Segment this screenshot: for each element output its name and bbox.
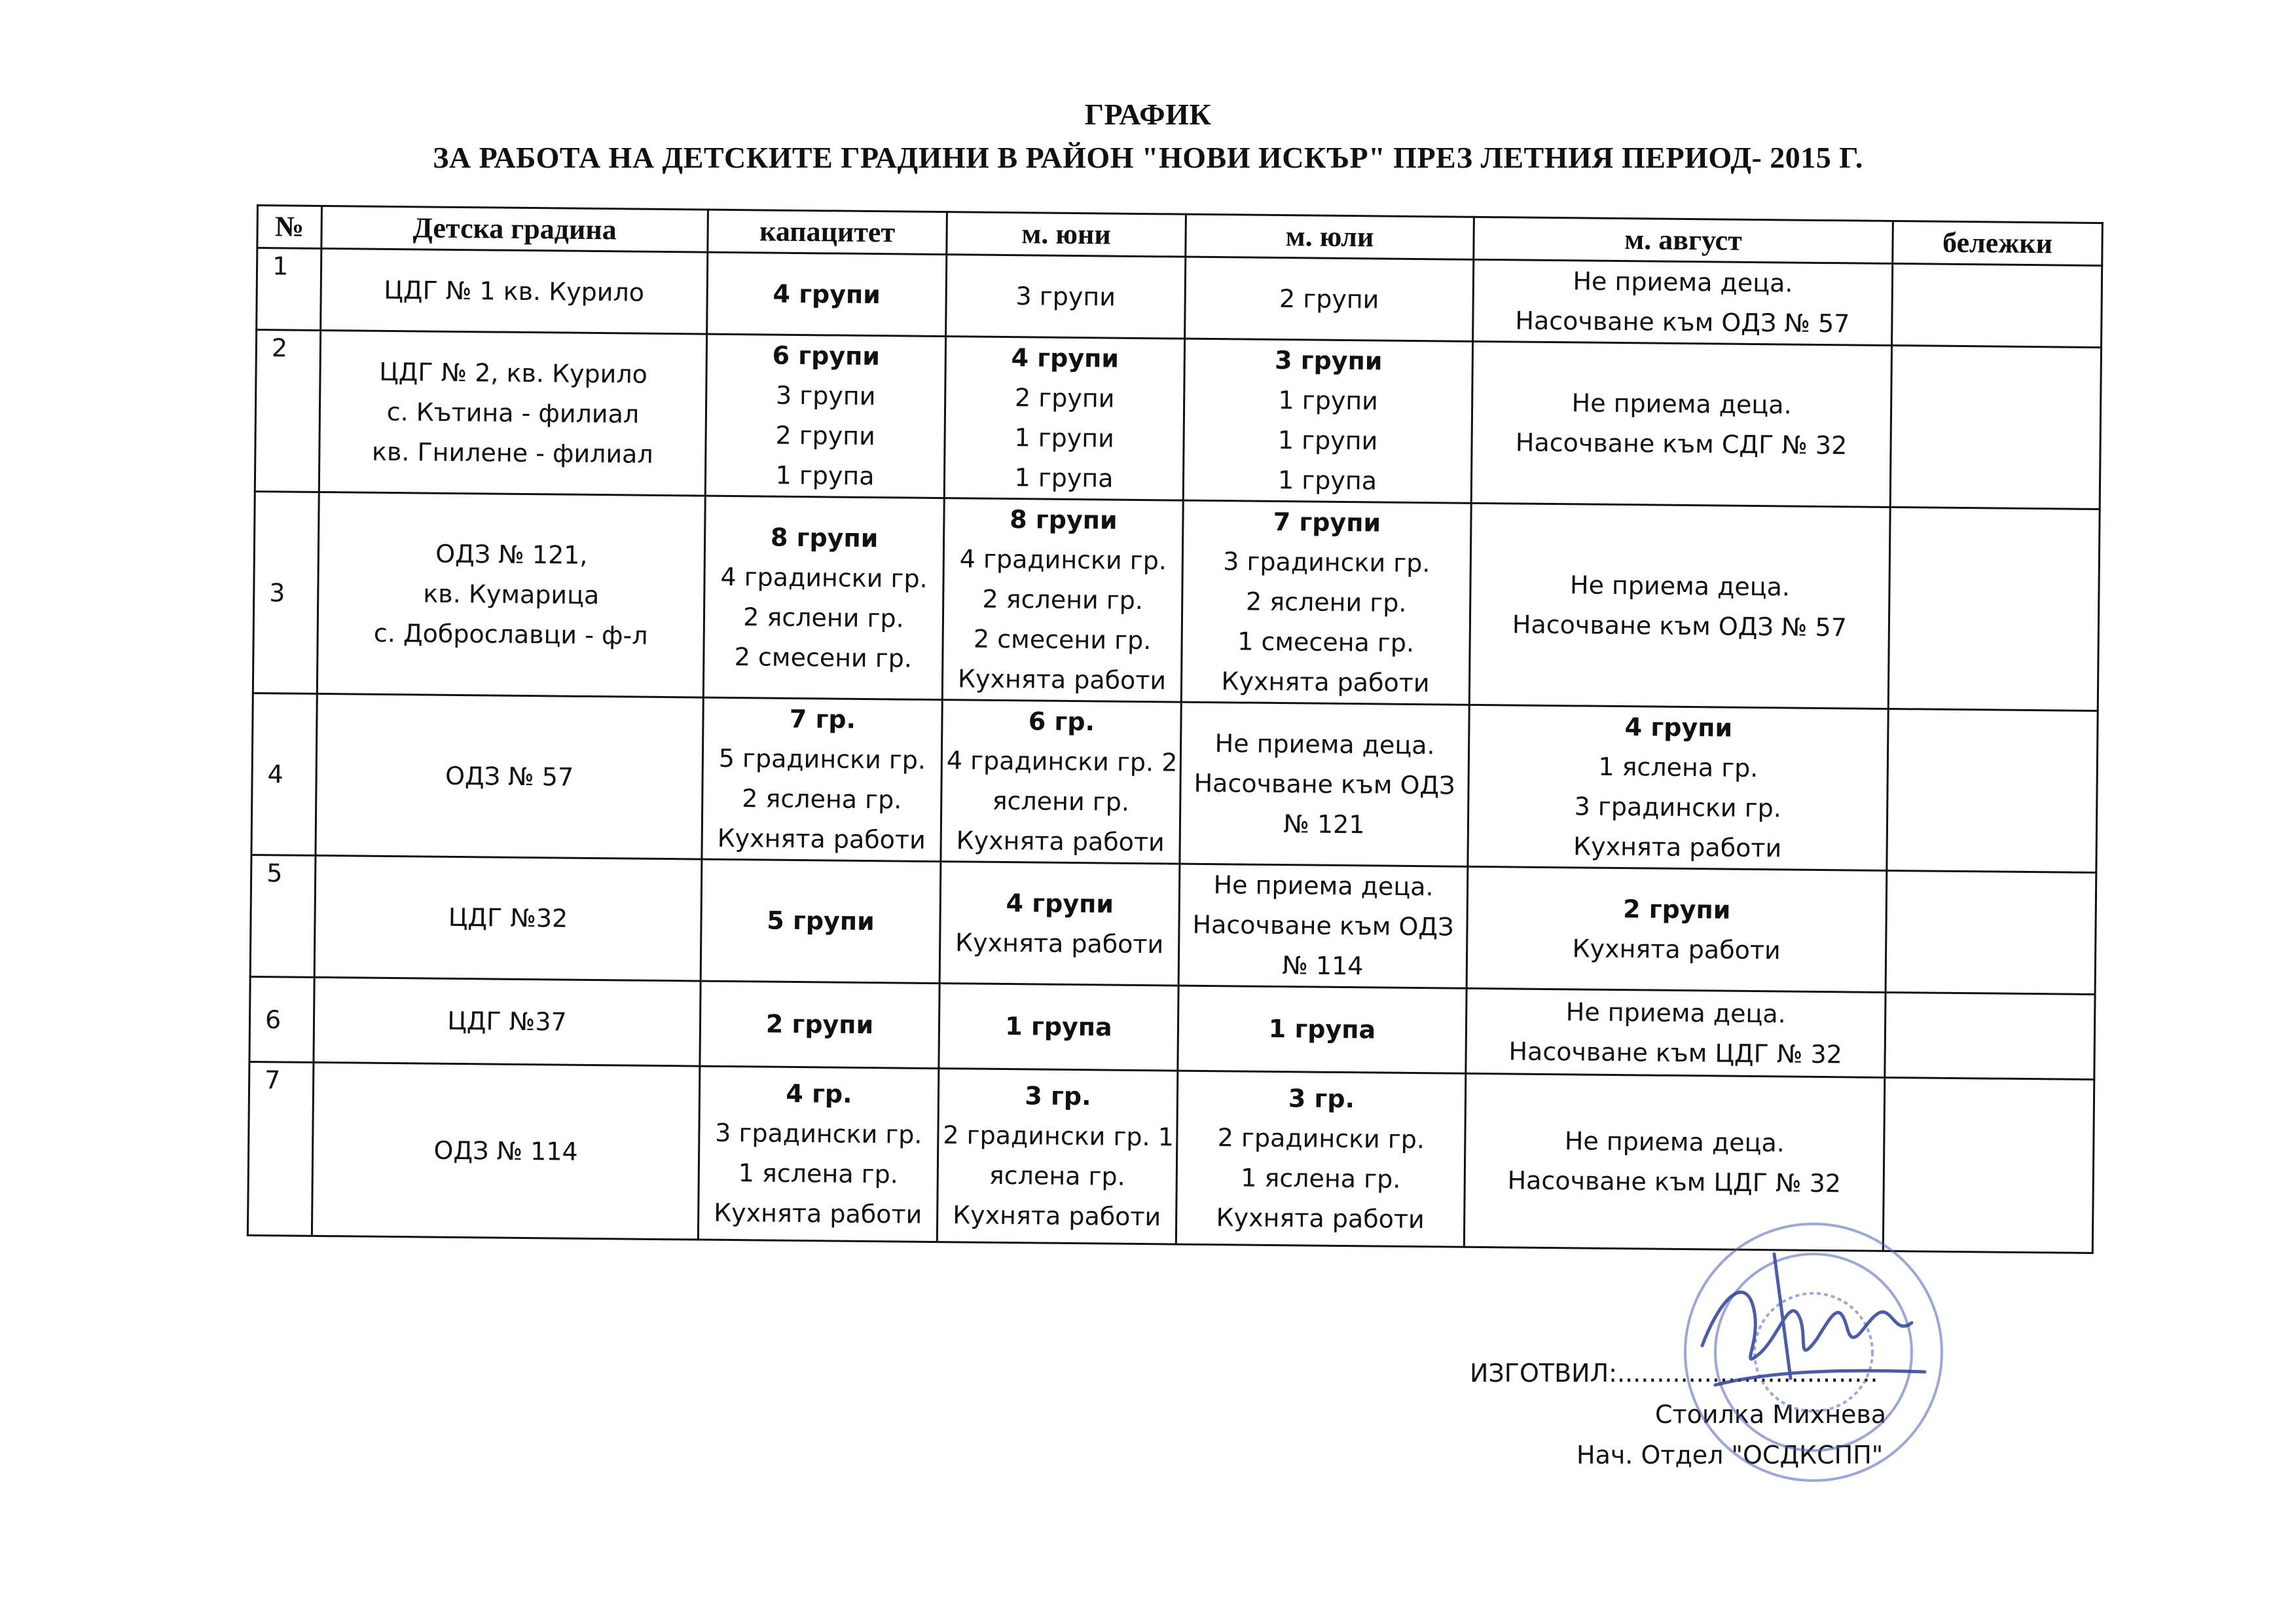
header-capacity: капацитет [708,210,947,255]
cell-line: 4 градински гр. [959,544,1167,576]
cell-line: 8 групи [770,523,879,553]
cell-line: 2 градински гр. [1217,1123,1425,1154]
cell-line: 2 смесени гр. [973,624,1152,655]
notes-cell [1885,992,2095,1079]
july-cell [1178,864,1468,988]
cell-line: Насочване към ЦДГ № 32 [1507,1166,1842,1198]
cell-line: 7 групи [1273,507,1381,538]
cell-line: Кухнята работи [956,826,1165,857]
document-title: ГРАФИК [1084,98,1212,131]
cell-line: 2 групи [765,1009,874,1040]
cell-line: яслена гр. [989,1160,1125,1191]
row-number-cell: 5 [250,855,316,977]
cell-line: 2 смесени гр. [734,642,913,673]
table-row [251,693,2098,872]
schedule-table [247,204,2104,1254]
header-july: м. юли [1186,214,1474,259]
table-row [250,855,2096,994]
capacity-cell [698,1066,939,1242]
cell-line: 5 групи [767,906,875,936]
cell-line: 4 групи [1006,888,1114,919]
cell-line: 4 групи [773,279,881,309]
cell-line: 3 групи [775,380,876,411]
kindergarten-cell [319,330,706,496]
cell-line: кв. Гнилене - филиал [371,437,653,469]
cell-line: Кухнята работи [1216,1203,1425,1234]
july-cell [1181,500,1471,705]
cell-line: 2 яслена гр. [742,784,902,815]
cell-line: Кухнята работи [717,823,926,855]
cell-line: 3 гр. [1025,1081,1091,1111]
cell-line: 1 групи [1014,423,1115,453]
capacity-cell [700,981,939,1068]
june-cell [944,337,1184,500]
cell-line: 1 група [1277,465,1377,496]
cell-line: Кухнята работи [1221,667,1430,698]
cell-line: 8 групи [1010,505,1118,535]
cell-line: 7 гр. [789,704,856,734]
cell-line: Насочване към ОДЗ № 57 [1512,609,1848,642]
cell-line: 4 градински гр. [720,562,928,593]
cell-line: 1 група [775,460,875,491]
cell-line: ЦДГ № 2, кв. Курило [378,357,648,389]
cell-line: 1 яслена гр. [738,1158,899,1189]
cell-line: 2 групи [1279,284,1379,314]
row-number-cell: 2 [255,330,320,492]
cell-line: с. Кътина - филиал [386,397,640,429]
august-cell [1466,988,1886,1077]
cell-line: 1 яслена гр. [1241,1163,1401,1194]
cell-line: 6 групи [772,341,881,371]
notes-cell [1890,345,2101,509]
signatory-name: Стоилка Михнева [1655,1400,1887,1429]
cell-line: ЦДГ №37 [447,1006,567,1037]
cell-line: ЦДГ №32 [448,902,568,933]
cell-line: Не приема деца. [1565,997,1786,1028]
row-number-cell: 6 [249,976,314,1062]
cell-line: Кухнята работи [1573,832,1782,863]
kindergarten-cell [316,693,703,859]
cell-line: Кухнята работи [952,1200,1161,1232]
august-cell [1468,705,1888,870]
table-row [253,491,2100,710]
notes-cell [1888,507,2100,710]
august-cell [1471,341,1891,507]
kindergarten-cell [312,1062,700,1240]
cell-line: ЦДГ № 1 кв. Курило [384,275,645,307]
cell-line: 2 групи [1622,894,1731,925]
cell-line: 2 групи [1014,383,1115,413]
cell-line: ОДЗ № 114 [433,1135,578,1166]
august-cell [1467,866,1887,992]
kindergarten-cell [314,855,702,981]
notes-cell [1892,263,2102,347]
cell-line: 2 градински гр. 1 [943,1120,1175,1152]
cell-line: Насочване към ОДЗ [1192,910,1454,942]
header-notes: бележки [1893,221,2103,265]
cell-line: 3 гр. [1288,1084,1355,1114]
cell-line: 2 яслени гр. [982,584,1144,616]
cell-line: № 114 [1282,951,1364,981]
july-cell [1185,257,1474,341]
capacity-cell [705,334,945,498]
round-seal-stamp [1676,1215,1951,1490]
cell-line: 4 гр. [786,1079,852,1109]
cell-line: Не приема деца. [1571,388,1792,420]
cell-line: № 121 [1283,809,1365,839]
notes-cell [1886,870,2096,994]
june-cell [941,700,1181,864]
kindergarten-cell [317,492,705,697]
june-cell [939,862,1180,986]
cell-line: ОДЗ № 121, [435,539,588,570]
capacity-cell [707,252,947,336]
cell-line: 1 група [1014,463,1114,493]
cell-line: 3 градински гр. [1222,547,1430,578]
cell-line: ОДЗ № 57 [445,761,574,792]
cell-line: 1 яслена гр. [1598,752,1758,783]
cell-line: 4 групи [1624,712,1733,743]
cell-line: Не приема деца. [1564,1126,1785,1158]
cell-line: яслени гр. [992,786,1130,817]
cell-line: Не приема деца. [1214,728,1435,760]
cell-line: 1 групи [1277,425,1378,456]
august-cell [1473,259,1893,345]
header-number: № [257,206,322,249]
cell-line: 2 яслени гр. [743,602,904,633]
cell-line: 3 градински гр. [715,1118,922,1149]
cell-line: 4 групи [1011,343,1120,373]
cell-line: кв. Кумарица [423,579,600,610]
cell-line: Не приема деца. [1573,267,1793,298]
cell-line: 2 яслени гр. [1245,587,1407,618]
july-cell [1176,1071,1466,1247]
cell-line: 3 групи [1015,281,1116,312]
june-cell [946,255,1186,339]
june-cell [937,1069,1178,1244]
cell-line: Кухнята работи [955,927,1164,959]
signatory-position: Нач. Отдел "ОСДКСПП" [1576,1441,1884,1469]
cell-line: Кухнята работи [713,1198,922,1229]
capacity-cell [701,859,941,983]
cell-line: Кухнята работи [957,664,1167,695]
kindergarten-cell [314,977,701,1066]
cell-line: Насочване към СДГ № 32 [1515,428,1848,460]
row-number-cell: 4 [251,693,317,855]
document-subtitle: ЗА РАБОТА НА ДЕТСКИТЕ ГРАДИНИ В РАЙОН "НОВИ ИСКЪР" ПРЕЗ ЛЕТНИЯ ПЕРИОД- 2015 Г. [433,141,1863,174]
header-june: м. юни [947,212,1186,257]
capacity-cell [702,697,942,861]
june-cell [939,984,1178,1071]
cell-line: Не приема деца. [1569,570,1791,602]
row-number-cell: 1 [257,248,321,331]
cell-line: 1 смесена гр. [1237,627,1415,658]
signature-mark [1702,1254,1925,1385]
cell-line: 3 градински гр. [1574,792,1782,823]
cell-line: 2 групи [775,420,876,451]
august-cell [1469,503,1890,709]
table-row [255,330,2101,509]
cell-line: Не приема деца. [1213,870,1434,902]
june-cell [942,498,1183,702]
capacity-cell [703,496,944,699]
cell-line: Насочване към ОДЗ [1194,768,1455,800]
prepared-by-label: ИЗГОТВИЛ:................................. [1470,1359,1878,1388]
header-kindergarten: Детска градина [321,206,708,252]
cell-line: 6 гр. [1028,707,1095,737]
row-number-cell: 7 [247,1061,314,1236]
july-cell [1178,986,1467,1073]
cell-line: 5 градински гр. [718,743,926,775]
cell-line: Насочване към ЦДГ № 32 [1508,1036,1843,1069]
notes-cell [1887,709,2098,872]
cell-line: 1 групи [1278,385,1379,416]
cell-line: с. Доброславци - ф-л [373,618,648,650]
header-august: м. август [1474,217,1893,263]
row-number-cell: 3 [253,491,319,693]
cell-line: 1 група [1268,1014,1376,1044]
cell-line: Насочване към ОДЗ № 57 [1515,306,1850,339]
cell-line: 1 група [1005,1012,1112,1042]
july-cell [1180,702,1469,866]
july-cell [1183,339,1472,503]
cell-line: 4 градински гр. 2 [946,746,1178,777]
cell-line: 3 групи [1274,345,1383,376]
cell-line: Кухнята работи [1572,933,1781,965]
kindergarten-cell [321,248,708,334]
